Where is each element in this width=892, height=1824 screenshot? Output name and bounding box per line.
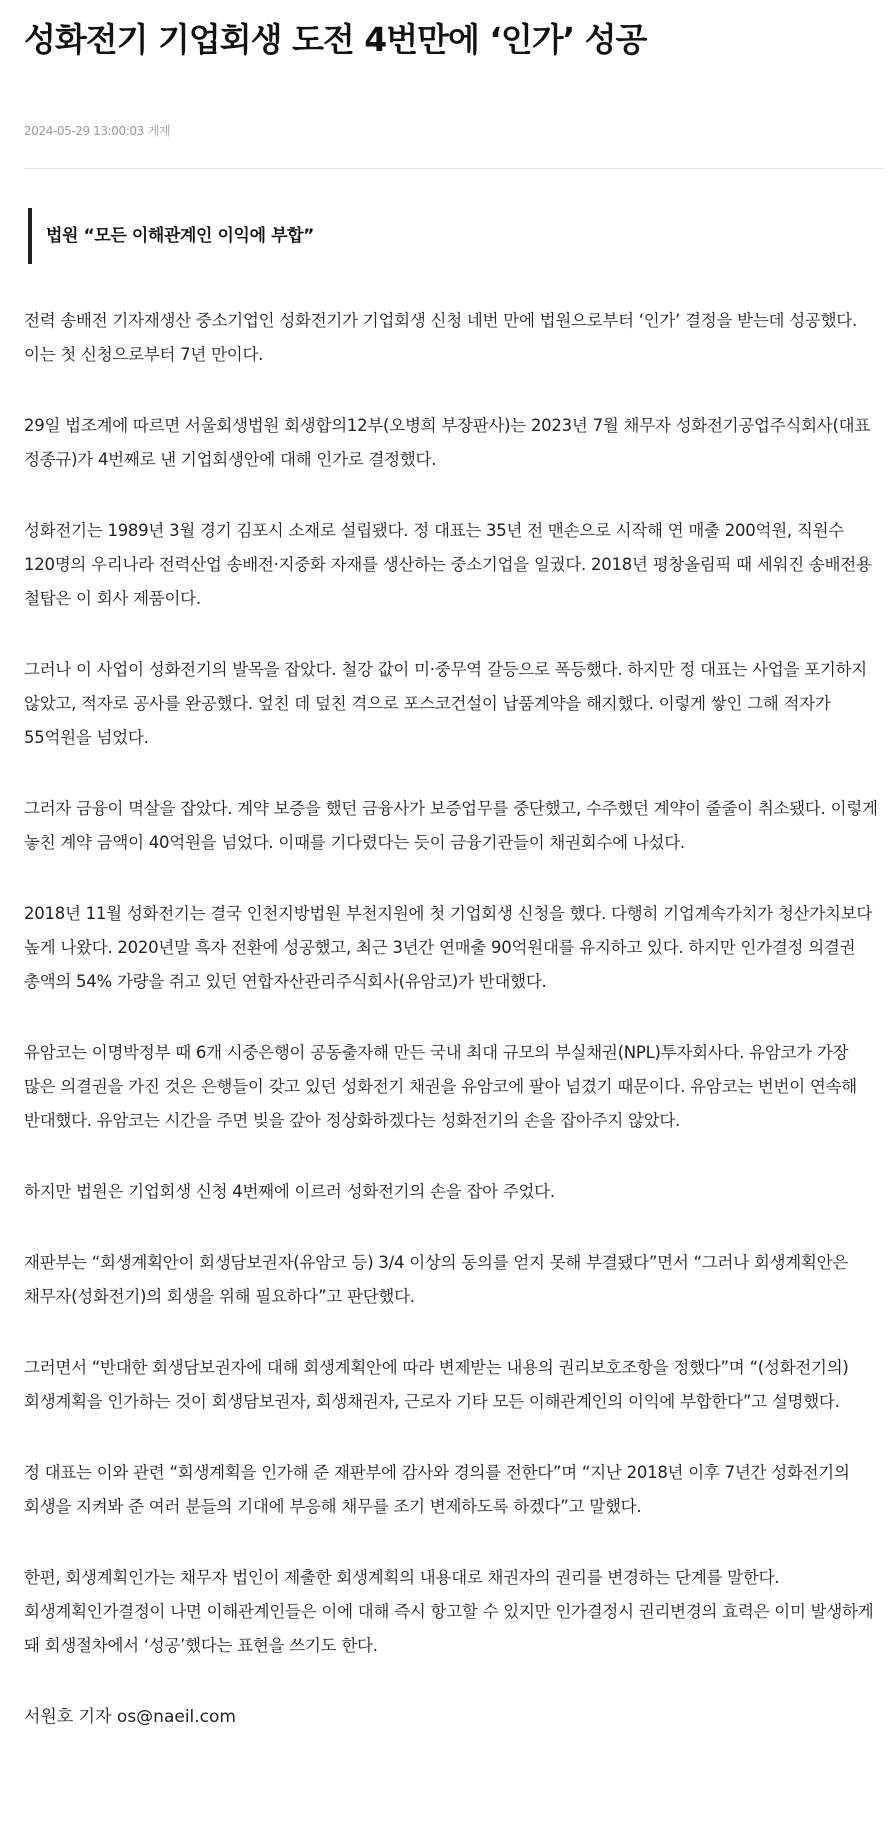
article-headline: 성화전기 기업회생 도전 4번만에 ‘인가’ 성공 (24, 20, 647, 59)
article-body (24, 304, 884, 1734)
body-paragraph-11: 정 대표는 이와 관련 “회생계획을 인가해 준 재판부에 감사와 경의를 전한다”며 “지난 2018년 이후 7년간 성화전기의 회생을 지켜봐 준 여러 분들의 기대에 부응해 채무를 조기 변제하도록 하겠다”고 말했다. (24, 1463, 850, 1516)
reporter-byline: 서원호 기자 os@naeil.com (24, 1707, 236, 1727)
body-paragraph-2: 29일 법조계에 따르면 서울회생법원 회생합의12부(오병희 부장판사)는 2023년 7월 채무자 성화전기공업주식회사(대표 정종규)가 4번째로 낸 기업회생안에 대해 인가로 결정했다. (24, 416, 871, 469)
body-paragraph-4: 그러나 이 사업이 성화전기의 발목을 잡았다. 철강 값이 미·중무역 갈등으로 폭등했다. 하지만 정 대표는 사업을 포기하지 않았고, 적자로 공사를 완공했다. 엎친 데 덮친 격으로 포스코건설이 납품계약을 해지했다. 이렇게 쌓인 그해 적자가 55억원을 넘었다. (24, 660, 867, 747)
article-subtitle: 법원 “모든 이해관계인 이익에 부합” (28, 208, 314, 264)
body-paragraph-9: 재판부는 “회생계획안이 회생담보권자(유암코 등) 3/4 이상의 동의를 얻지 못해 부결됐다”면서 “그러나 회생계획안은 채무자(성화전기)의 회생을 위해 필요하다”고 판단했다. (24, 1253, 849, 1306)
publish-meta (24, 122, 170, 139)
body-paragraph-12: 한편, 회생계획인가는 채무자 법인이 제출한 회생계획의 내용대로 채권자의 권리를 변경하는 단계를 말한다. 회생계획인가결정이 나면 이해관계인들은 이에 대해 즉시 항고할 수 있지만 인가결정시 권리변경의 효력은 이미 발생하게 돼 회생절차에서 ‘성공’했다는 표현을 쓰기도 한다. (24, 1568, 874, 1655)
body-paragraph-3: 성화전기는 1989년 3월 경기 김포시 소재로 설립됐다. 정 대표는 35년 전 맨손으로 시작해 연 매출 200억원, 직원수 120명의 우리나라 전력산업 송배전·지중화 자재를 생산하는 중소기업을 일궜다. 2018년 평창올림픽 때 세워진 송배전용 철탑은 이 회사 제품이다. (24, 521, 872, 608)
publish-date-label: 게재 (147, 124, 171, 138)
header-divider (24, 168, 884, 169)
publish-date: 2024-05-29 13:00:03 (24, 124, 144, 138)
body-paragraph-8: 하지만 법원은 기업회생 신청 4번째에 이르러 성화전기의 손을 잡아 주었다. (24, 1182, 555, 1201)
body-paragraph-1: 전력 송배전 기자재생산 중소기업인 성화전기가 기업회생 신청 네번 만에 법원으로부터 ‘인가’ 결정을 받는데 성공했다. 이는 첫 신청으로부터 7년 만이다. (24, 311, 857, 364)
body-paragraph-10: 그러면서 “반대한 회생담보권자에 대해 회생계획안에 따라 변제받는 내용의 권리보호조항을 정했다”며 “(성화전기의) 회생계획을 인가하는 것이 회생담보권자, 회생채권자, 근로자 기타 모든 이해관계인의 이익에 부합한다”고 설명했다. (24, 1358, 849, 1411)
body-paragraph-7: 유암코는 이명박정부 때 6개 시중은행이 공동출자해 만든 국내 최대 규모의 부실채권(NPL)투자회사다. 유암코가 가장 많은 의결권을 가진 것은 은행들이 갖고 있던 성화전기 채권을 유암코에 팔아 넘겼기 때문이다. 유암코는 번번이 연속해 반대했다. 유암코는 시간을 주면 빚을 갚아 정상화하겠다는 성화전기의 손을 잡아주지 않았다. (24, 1043, 857, 1130)
body-paragraph-6: 2018년 11월 성화전기는 결국 인천지방법원 부천지원에 첫 기업회생 신청을 했다. 다행히 기업계속가치가 청산가치보다 높게 나왔다. 2020년말 흑자 전환에 성공했고, 최근 3년간 연매출 90억원대를 유지하고 있다. 하지만 인가결정 의결권 총액의 54% 가량을 쥐고 있던 연합자산관리주식회사(유암코)가 반대했다. (24, 904, 873, 991)
body-paragraph-5: 그러자 금융이 멱살을 잡았다. 계약 보증을 했던 금융사가 보증업무를 중단했고, 수주했던 계약이 줄줄이 취소됐다. 이렇게 놓친 계약 금액이 40억원을 넘었다. 이때를 기다렸다는 듯이 금융기관들이 채권회수에 나섰다. (24, 799, 878, 852)
